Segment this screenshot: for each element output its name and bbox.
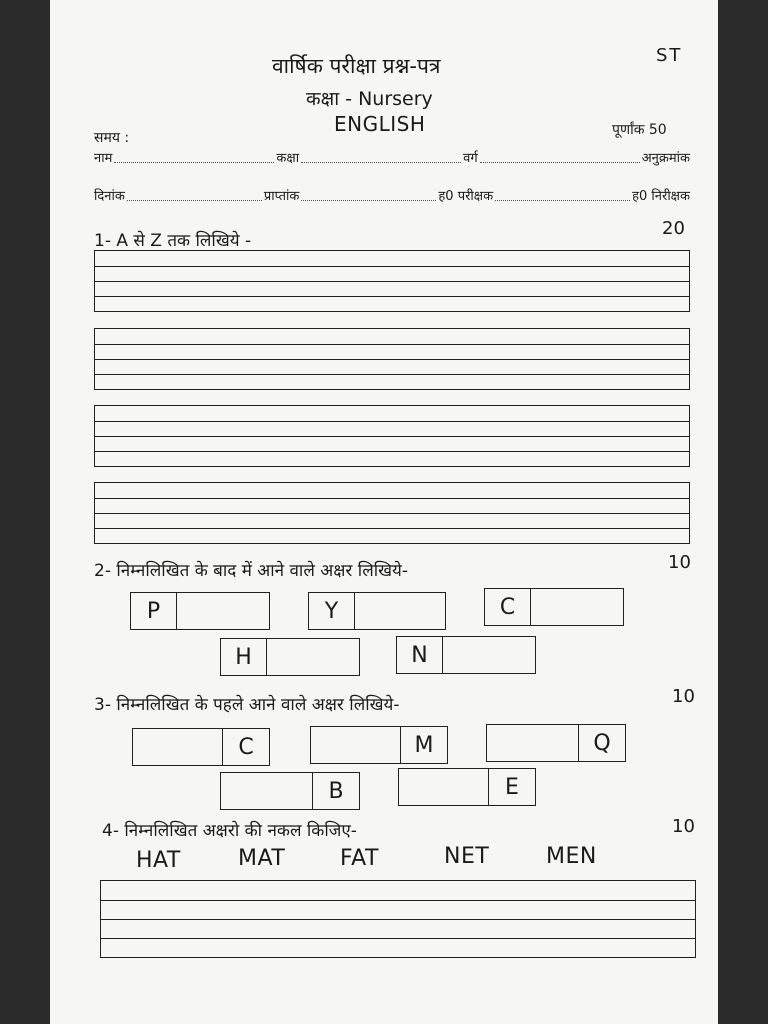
previous-letter-box <box>220 772 360 810</box>
date-line[interactable] <box>127 199 262 201</box>
answer-cell[interactable] <box>531 589 623 625</box>
writing-lines-4[interactable] <box>94 482 690 544</box>
writing-lines-1[interactable] <box>94 250 690 312</box>
writing-lines-2[interactable] <box>94 328 690 390</box>
paper-title: वार्षिक परीक्षा प्रश्न-पत्र <box>272 54 441 78</box>
answer-cell[interactable] <box>443 637 535 673</box>
student-info-row <box>94 148 690 166</box>
inspector-label: ह0 निरीक्षक <box>632 189 690 204</box>
next-letter-box <box>308 592 446 630</box>
next-letter-box <box>220 638 360 676</box>
question-3: 3- निम्नलिखित के पहले आने वाले अक्षर लिखिये- <box>94 695 400 715</box>
section-line[interactable] <box>480 161 640 163</box>
name-line[interactable] <box>114 161 274 163</box>
examiner-label: ह0 परीक्षक <box>438 189 494 204</box>
answer-cell[interactable] <box>355 593 445 629</box>
obtained-label: प्राप्तांक <box>263 189 300 204</box>
copy-word: MEN <box>546 844 597 869</box>
paper-code: ST <box>656 45 683 66</box>
roll-label: अनुक्रमांक <box>641 151 691 166</box>
copy-word: NET <box>444 844 490 869</box>
examiner-line[interactable] <box>495 199 630 201</box>
given-letter: M <box>414 732 434 758</box>
writing-lines-3[interactable] <box>94 405 690 467</box>
name-label: नाम <box>94 151 113 166</box>
question-1-marks: 20 <box>662 218 685 239</box>
answer-cell[interactable] <box>221 773 313 809</box>
writing-lines-5[interactable] <box>100 880 696 958</box>
max-marks: पूर्णांक 50 <box>612 122 667 138</box>
given-letter: B <box>328 778 344 804</box>
given-letter: N <box>397 637 443 673</box>
question-4: 4- निम्नलिखित अक्षरो की नकल किजिए- <box>102 821 357 841</box>
answer-cell[interactable] <box>133 729 223 765</box>
next-letter-box <box>484 588 624 626</box>
previous-letter-box <box>398 768 536 806</box>
next-letter-box <box>396 636 536 674</box>
answer-cell[interactable] <box>399 769 489 805</box>
answer-cell[interactable] <box>311 727 401 763</box>
question-1: 1- A से Z तक लिखिये - <box>94 231 252 251</box>
given-letter: C <box>238 734 254 760</box>
given-letter: Y <box>309 593 355 629</box>
copy-word: FAT <box>340 846 379 871</box>
given-letter: H <box>221 639 267 675</box>
class-line: कक्षा - Nursery <box>306 88 433 110</box>
previous-letter-box <box>486 724 626 762</box>
subject-title: ENGLISH <box>334 112 426 136</box>
previous-letter-box <box>132 728 270 766</box>
exam-paper <box>50 0 718 1024</box>
question-2-marks: 10 <box>668 552 691 573</box>
next-letter-box <box>130 592 270 630</box>
given-letter: Q <box>593 730 611 756</box>
section-label: वर्ग <box>463 151 478 166</box>
answer-cell[interactable] <box>177 593 269 629</box>
time-label: समय : <box>94 130 130 146</box>
copy-word: MAT <box>238 846 286 871</box>
question-2: 2- निम्नलिखित के बाद में आने वाले अक्षर लिखिये- <box>94 561 409 581</box>
class-label: कक्षा <box>276 151 300 166</box>
answer-cell[interactable] <box>267 639 359 675</box>
given-letter: C <box>485 589 531 625</box>
class-line-field[interactable] <box>301 161 461 163</box>
previous-letter-box <box>310 726 448 764</box>
copy-word: HAT <box>136 848 181 873</box>
answer-cell[interactable] <box>487 725 579 761</box>
question-4-marks: 10 <box>672 816 695 837</box>
evaluation-row <box>94 186 690 204</box>
obtained-line[interactable] <box>301 199 436 201</box>
given-letter: E <box>505 774 519 800</box>
given-letter: P <box>131 593 177 629</box>
date-label: दिनांक <box>94 189 125 204</box>
question-3-marks: 10 <box>672 686 695 707</box>
